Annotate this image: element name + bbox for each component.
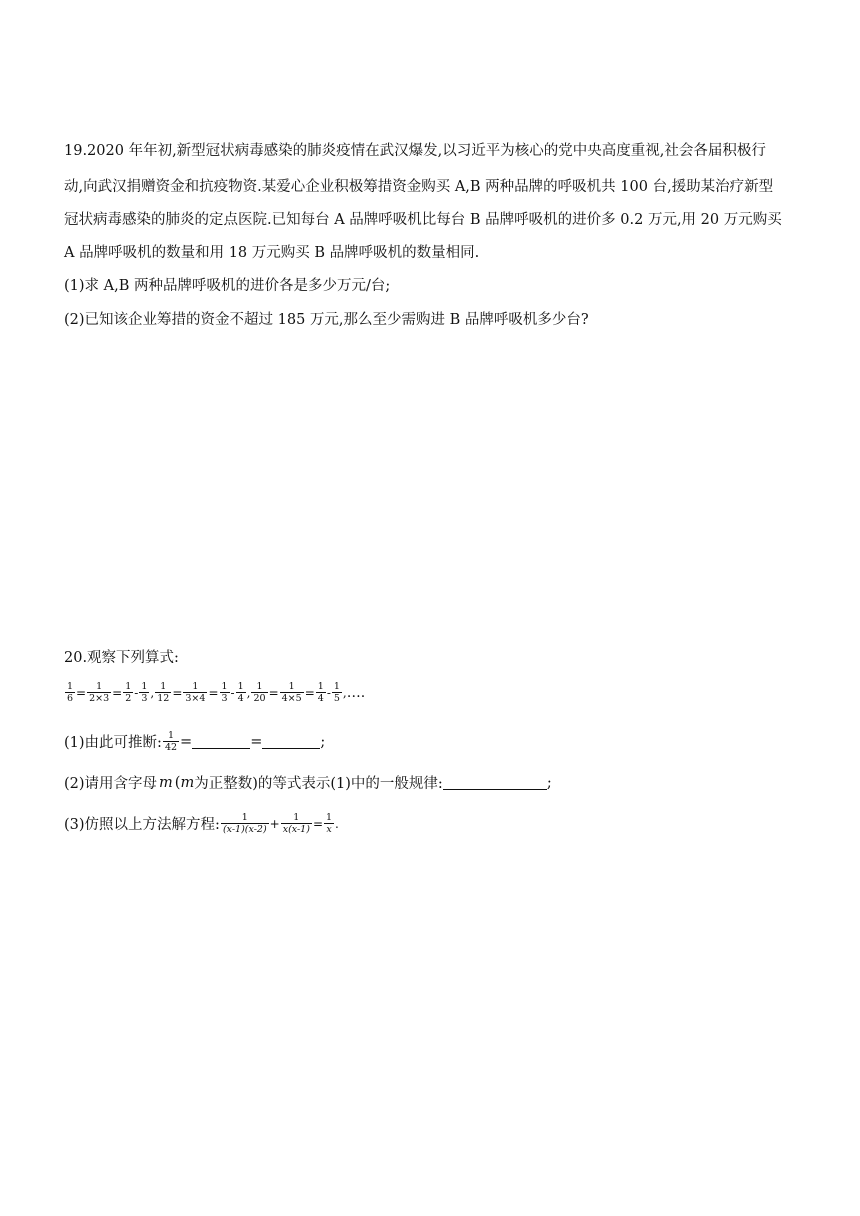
fraction <box>155 681 171 704</box>
numerator: 1 <box>125 681 132 692</box>
fraction <box>123 681 133 704</box>
denominator: (x-1)(x-2) <box>222 824 267 835</box>
variable-m: m <box>180 774 195 791</box>
numerator: 1 <box>141 681 148 692</box>
part-2-text: 为正整数)的等式表示(1)中的一般规律: <box>194 776 443 792</box>
q20-title: 20.观察下列算式: <box>64 650 179 666</box>
equals-sign: = <box>76 685 87 700</box>
denominator: 3 <box>221 693 228 704</box>
q20-part-1 <box>64 730 325 753</box>
numerator: 1 <box>192 681 199 692</box>
numerator: 1 <box>221 681 228 692</box>
part-2-label: (2)请用含字母 <box>64 776 158 792</box>
equals-sign: = <box>180 733 193 750</box>
denominator: x(x-1) <box>282 824 310 835</box>
fraction <box>324 812 334 835</box>
minus-sign: - <box>326 685 331 700</box>
numerator: 1 <box>256 681 263 692</box>
denominator: 4×5 <box>281 693 302 704</box>
denominator: 5 <box>333 693 340 704</box>
q19-part-1: (1)求 A,B 两种品牌呼吸机的进价各是多少万元/台; <box>64 278 391 294</box>
equals-sign: = <box>112 685 123 700</box>
q20-equation-sequence <box>64 681 365 704</box>
answer-blank-2[interactable] <box>262 734 320 749</box>
fraction <box>221 812 269 835</box>
minus-sign: - <box>134 685 139 700</box>
q19-line-1: 19.2020 年年初,新型冠状病毒感染的肺炎疫情在武汉爆发,以习近平为核心的党中央高度重视,社会各届积极行 <box>64 143 766 159</box>
fraction <box>332 681 342 704</box>
numerator: 1 <box>317 681 324 692</box>
equals-sign: = <box>250 733 263 750</box>
denominator: 2×3 <box>89 693 110 704</box>
equals-sign: = <box>172 685 183 700</box>
numerator: 1 <box>288 681 295 692</box>
answer-blank-3[interactable] <box>443 775 547 790</box>
denominator: 12 <box>157 693 170 704</box>
denominator: 3×4 <box>185 693 206 704</box>
period: . <box>335 816 339 831</box>
numerator: 1 <box>333 681 340 692</box>
numerator: 1 <box>67 681 74 692</box>
denominator: 6 <box>67 693 74 704</box>
fraction <box>163 730 179 753</box>
q20-part-3 <box>64 812 339 835</box>
denominator: 42 <box>164 742 178 753</box>
comma: , <box>150 685 155 700</box>
numerator: 1 <box>237 681 244 692</box>
paren-open: ( <box>174 774 181 791</box>
fraction <box>87 681 111 704</box>
equals-sign: = <box>304 685 315 700</box>
semicolon: ; <box>546 774 552 791</box>
fraction <box>316 681 326 704</box>
denominator: 4 <box>317 693 324 704</box>
fraction <box>236 681 246 704</box>
part-3-label: (3)仿照以上方法解方程: <box>64 817 220 833</box>
q19-line-4: A 品牌呼吸机的数量和用 18 万元购买 B 品牌呼吸机的数量相同. <box>64 245 480 261</box>
fraction <box>280 681 304 704</box>
variable-m: m <box>159 774 173 791</box>
denominator: 4 <box>237 693 244 704</box>
fraction <box>65 681 75 704</box>
answer-blank-1[interactable] <box>192 734 250 749</box>
denominator: 3 <box>141 693 148 704</box>
q19-part-2: (2)已知该企业筹措的资金不超过 185 万元,那么至少需购进 B 品牌呼吸机多少台? <box>64 312 589 328</box>
numerator: 1 <box>293 812 300 823</box>
denominator: 2 <box>125 693 132 704</box>
fraction <box>251 681 267 704</box>
fraction <box>281 812 312 835</box>
fraction <box>183 681 207 704</box>
numerator: 1 <box>96 681 103 692</box>
semicolon: ; <box>320 733 326 750</box>
numerator: 1 <box>167 730 174 741</box>
q19-line-2: 动,向武汉捐赠资金和抗疫物资.某爱心企业积极筹措资金购买 A,B 两种品牌的呼吸机共 100 台,援助某治疗新型 <box>64 179 774 195</box>
plus-sign: + <box>269 816 280 831</box>
numerator: 1 <box>241 812 248 823</box>
denominator: 20 <box>253 693 266 704</box>
fraction <box>220 681 230 704</box>
comma: , <box>342 685 347 700</box>
q19-line-3: 冠状病毒感染的肺炎的定点医院.已知每台 A 品牌呼吸机比每台 B 品牌呼吸机的进价多 0.2 万元,用 20 万元购买 <box>64 212 782 228</box>
equals-sign: = <box>312 816 323 831</box>
equals-sign: = <box>268 685 279 700</box>
part-1-label: (1)由此可推断: <box>64 735 162 751</box>
minus-sign: - <box>230 685 235 700</box>
equals-sign: = <box>208 685 219 700</box>
fraction <box>139 681 149 704</box>
numerator: 1 <box>160 681 167 692</box>
ellipsis: …. <box>346 684 366 701</box>
numerator: 1 <box>326 812 333 823</box>
q20-part-2 <box>64 772 552 793</box>
comma: , <box>246 685 251 700</box>
denominator: x <box>326 824 332 835</box>
